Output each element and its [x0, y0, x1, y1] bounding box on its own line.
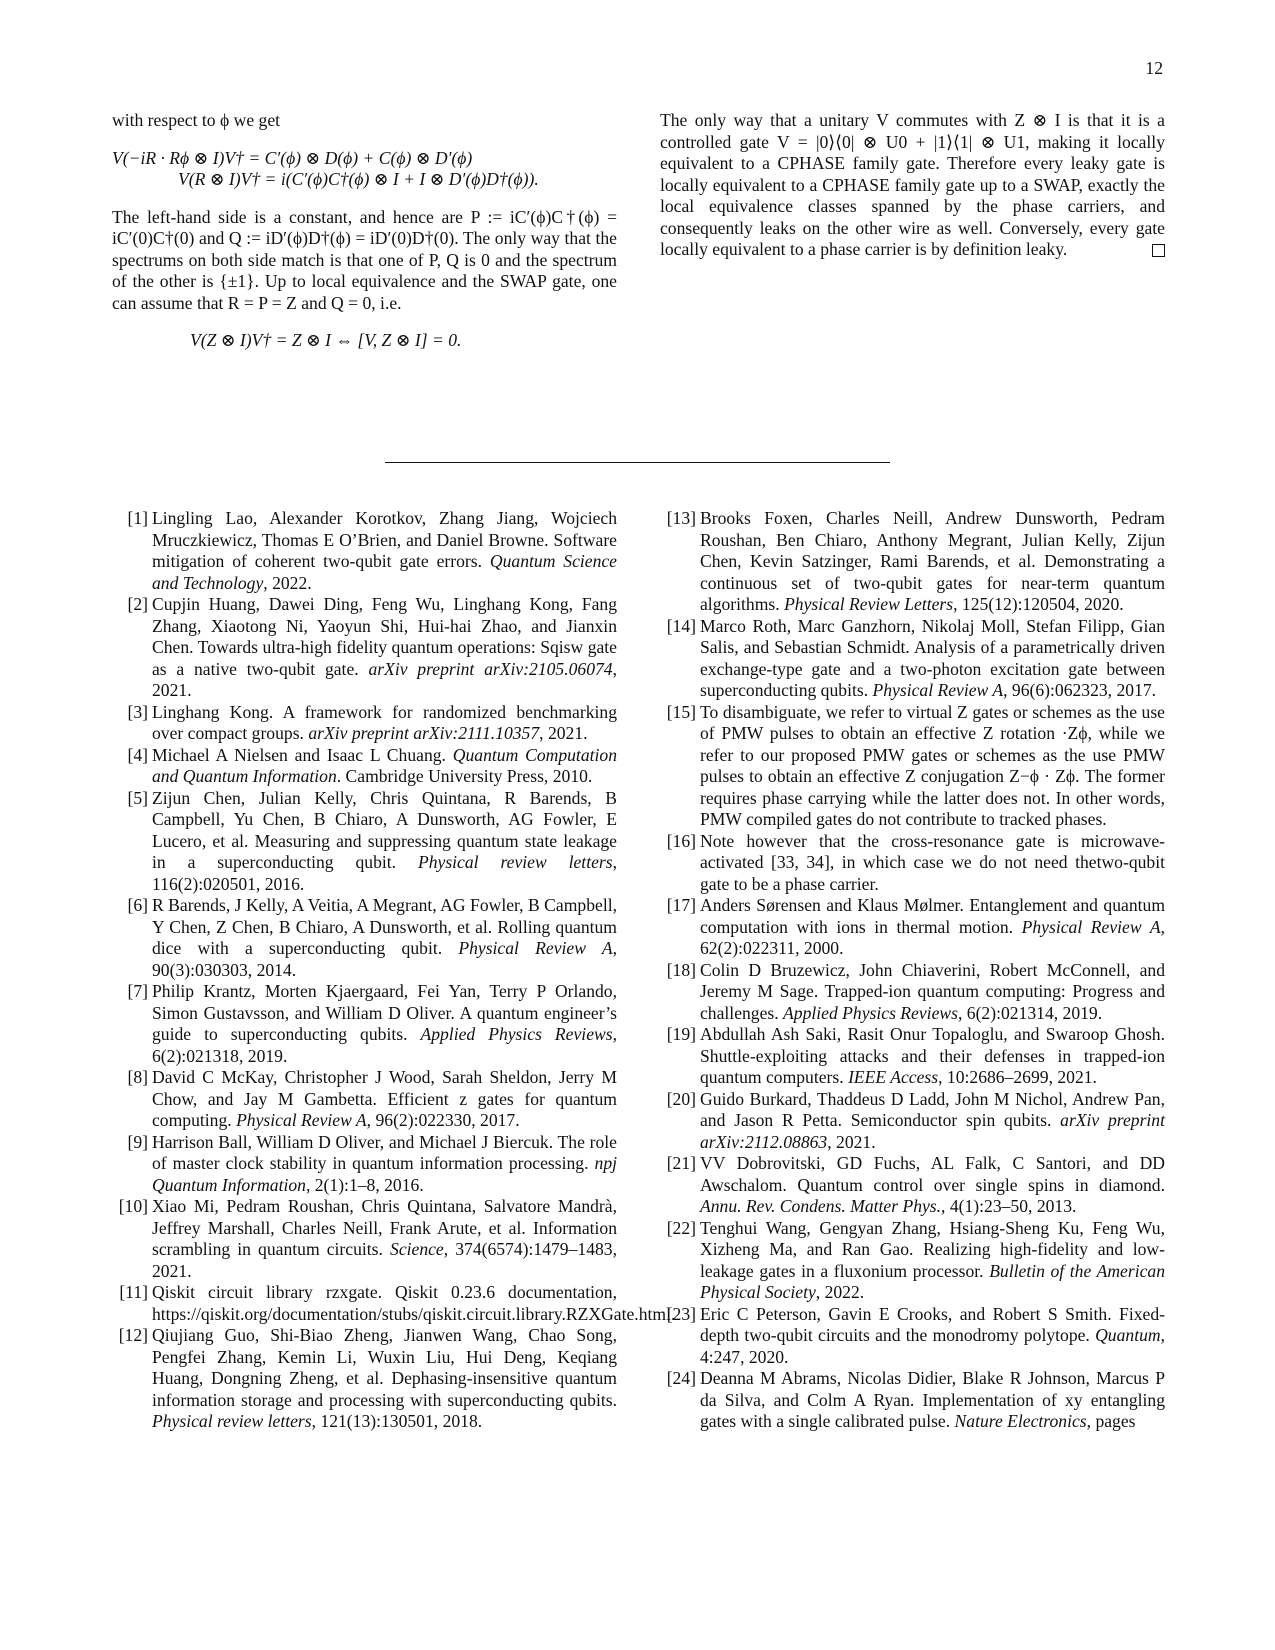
reference-number: [24] [666, 1368, 696, 1388]
reference-number: [4] [127, 744, 148, 765]
proof-paragraph: The only way that a unitary V commutes with Z ⊗ I is that it is a controlled gate V = |0⟩⟨0| ⊗ U0 + |1⟩⟨1| ⊗ U1, making it locally equivalent to a CPHASE family gate. Therefore every leaky gate is locally equivalent to a CPHASE family gate up to a SWAP, exactly the local equivalence classes spanned by the phase carriers, and consequently leaks on the other wire as well. Conversely, every gate locally equivalent to a phase carrier is by definition leaky. [660, 110, 1165, 259]
reference-number: [12] [118, 1325, 148, 1345]
reference-number: [16] [666, 830, 696, 851]
references-left [112, 508, 676, 1433]
reference-text: Marco Roth, Marc Ganzhorn, Nikolaj Moll, Stefan Filipp, Gian Salis, and Sebastian Schmidt. Analysis of a parametrically driven exchange-type gate and a two-photon excitation gate between superconducting qubits. [700, 615, 1165, 700]
equation-commutator: V(R ⊗ I)V† = i(C′(ϕ)C†(ϕ) ⊗ I + I ⊗ D′(ϕ)D†(ϕ)). [178, 169, 539, 189]
reference-number: [2] [127, 594, 148, 614]
reference-venue: Nature Electronics [954, 1411, 1087, 1431]
reference-text: Brooks Foxen, Charles Neill, Andrew Dunsworth, Pedram Roushan, Ben Chiaro, Anthony Megrant, Julian Kelly, Zijun Chen, Kevin Satzinger, Rami Barends, et al. Demonstrating a continuous set of two-qubit gates for near-term quantum algorithms. [700, 508, 1165, 614]
reference-text: David C McKay, Christopher J Wood, Sarah Sheldon, Jerry M Chow, and Jay M Gambetta. Efficient z gates for quantum computing. [152, 1067, 617, 1130]
reference-venue: Annu. Rev. Condens. Matter Phys. [700, 1196, 942, 1216]
reference-number: [14] [666, 615, 696, 636]
reference-text: Xiao Mi, Pedram Roushan, Chris Quintana, Salvatore Mandrà, Jeffrey Marshall, Charles Neill, Frank Arute, et al. Information scrambling in quantum circuits. [152, 1196, 617, 1259]
reference-details: , 374(6574):1479–1483, 2021. [152, 1239, 617, 1281]
reference-item [660, 508, 1165, 616]
reference-item [112, 1196, 617, 1282]
reference-number: [11] [119, 1282, 148, 1302]
reference-details: , 2022. [815, 1282, 865, 1302]
reference-text: Cupjin Huang, Dawei Ding, Feng Wu, Linghang Kong, Fang Zhang, Xiaotong Ni, Yaoyun Shi, Hui-hai Zhao, and Jianxin Chen. Towards ultra-high fidelity quantum operations: Sqisw gate as a native two-qubit gate. [152, 594, 617, 679]
reference-number: [15] [666, 701, 696, 722]
reference-venue: Physical Review A [458, 938, 613, 958]
right-column [660, 110, 1165, 261]
section-divider [385, 462, 890, 463]
intro-text: with respect to ϕ we get [112, 110, 281, 130]
reference-text: Linghang Kong. A framework for randomized benchmarking over compact groups. [152, 701, 617, 743]
reference-venue: Physical review letters [417, 852, 613, 872]
reference-number: [8] [127, 1067, 148, 1087]
reference-item [112, 1325, 617, 1433]
reference-item [660, 1304, 1165, 1369]
reference-details: , 6(2):021314, 2019. [957, 1002, 1103, 1023]
reference-text: Note however that the cross-resonance gate is microwave-activated [33, 34], in which case we do not need thetwo-qubit gate to be a phase carrier. [700, 830, 1165, 894]
reference-venue: arXiv preprint arXiv:2105.06074 [368, 658, 613, 679]
reference-text: Eric C Peterson, Gavin E Crooks, and Robert S Smith. Fixed-depth two-qubit circuits and the monodromy polytope. [700, 1303, 1165, 1345]
reference-number: [17] [666, 895, 696, 915]
reference-details: , 2022. [263, 572, 312, 593]
reference-venue: Quantum Computation and Quantum Information [152, 744, 617, 786]
reference-details: , pages [1086, 1411, 1136, 1431]
reference-details: , 4:247, 2020. [700, 1325, 1165, 1367]
reference-item [660, 1024, 1165, 1089]
reference-details: , 6(2):021318, 2019. [152, 1024, 617, 1066]
reference-text: VV Dobrovitski, GD Fuchs, AL Falk, C Santori, and DD Awschalom. Quantum control over single spins in diamond. [700, 1153, 1165, 1195]
reference-number: [6] [127, 895, 148, 915]
equation-derivative: V(−iR · Rϕ ⊗ I)V† = C′(ϕ) ⊗ D(ϕ) + C(ϕ) ⊗ D′(ϕ) [112, 147, 473, 168]
reference-number: [1] [127, 508, 148, 528]
reference-item [112, 508, 617, 594]
left-column [112, 110, 617, 352]
reference-details: . Cambridge University Press, 2010. [336, 766, 593, 786]
reference-item [112, 788, 617, 896]
reference-text: To disambiguate, we refer to virtual Z gates or schemes as the use of PMW pulses to obtain an effective Z rotation ·Zϕ, while we refer to our proposed PMW gates or schemes as the use PMW pulses to obtain an effective Z conjugation Z−ϕ · Zϕ. The former requires phase carrying while the latter does not. In other words, PMW compiled gates do not contribute to tracked phases. [700, 701, 1165, 829]
reference-details: , 96(6):062323, 2017. [1003, 680, 1157, 700]
body-paragraph: The left-hand side is a constant, and hence are P := iC′(ϕ)C†(ϕ) = iC′(0)C†(0) and Q := iD′(ϕ)D†(ϕ) = iD′(0)D†(0). The only way that the spectrums on both side match is that one of P, Q is 0 and the spectrum of the other is {±1}. Up to local equivalence and the SWAP gate, one can assume that R = P = Z and Q = 0, i.e. [112, 206, 617, 313]
reference-details: , 2021. [827, 1131, 876, 1152]
reference-text: Lingling Lao, Alexander Korotkov, Zhang Jiang, Wojciech Mruczkiewicz, Thomas E O’Brien, and Daniel Browne. Software mitigation of coherent two-qubit gate errors. [152, 508, 617, 571]
reference-venue: IEEE Access [848, 1067, 939, 1087]
reference-details: , 96(2):022330, 2017. [366, 1110, 520, 1130]
reference-text: Colin D Bruzewicz, John Chiaverini, Robert McConnell, and Jeremy M Sage. Trapped-ion quantum computing: Progress and challenges. [700, 959, 1165, 1023]
reference-item [112, 895, 617, 981]
reference-text: Philip Krantz, Morten Kjaergaard, Fei Yan, Terry P Orlando, Simon Gustavsson, and William D Oliver. A quantum engineer’s guide to superconducting qubits. [152, 981, 617, 1044]
reference-details: , 2021. [539, 723, 588, 743]
reference-item [660, 895, 1165, 960]
reference-item [660, 1089, 1165, 1154]
reference-number: [19] [666, 1024, 696, 1044]
reference-item [112, 1067, 617, 1132]
reference-details: , 2021. [152, 658, 618, 700]
reference-venue: Physical Review Letters [784, 594, 954, 614]
reference-venue: Applied Physics Reviews [420, 1024, 613, 1044]
reference-item [660, 831, 1165, 896]
reference-number: [23] [666, 1303, 696, 1324]
reference-venue: Quantum [1095, 1325, 1161, 1345]
reference-text: Harrison Ball, William D Oliver, and Michael J Biercuk. The role of master clock stability in quantum information processing. [152, 1131, 617, 1173]
reference-venue: arXiv preprint arXiv:2112.08863 [700, 1110, 1165, 1152]
reference-details: , 2(1):1–8, 2016. [305, 1174, 424, 1195]
reference-details: , 116(2):020501, 2016. [152, 852, 617, 894]
reference-item [660, 1368, 1165, 1433]
reference-venue: arXiv preprint arXiv:2111.10357 [308, 723, 540, 743]
reference-text: Tenghui Wang, Gengyan Zhang, Hsiang-Sheng Ku, Feng Wu, Xizheng Ma, and Ran Gao. Realizing high-fidelity and low-leakage gates in a fluxonium processor. [700, 1217, 1165, 1281]
reference-item [112, 745, 617, 788]
reference-venue: Physical Review A [1021, 916, 1161, 937]
reference-text: Qiujiang Guo, Shi-Biao Zheng, Jianwen Wang, Chao Song, Pengfei Zhang, Kemin Li, Wuxin Liu, Hui Deng, Keqiang Huang, Dongning Zheng, et al. Dephasing-insensitive quantum information storage and processing with superconducting qubits. [152, 1325, 617, 1410]
reference-venue: Physical Review A [236, 1110, 367, 1130]
reference-text: Guido Burkard, Thaddeus D Ladd, John M Nichol, Andrew Pan, and Jason R Petta. Semiconductor spin qubits. [700, 1088, 1165, 1130]
reference-text: Qiskit circuit library rzxgate. Qiskit 0.23.6 documentation, https://qiskit.org/documentation/stubs/qiskit.circuit.library.RZXGate.html. [152, 1282, 676, 1324]
reference-text: Abdullah Ash Saki, Rasit Onur Topaloglu, and Swaroop Ghosh. Shuttle-exploiting attacks and their defenses in trapped-ion quantum computers. [700, 1024, 1165, 1087]
reference-venue: Quantum Science and Technology [152, 551, 617, 593]
reference-text: Anders Sørensen and Klaus Mølmer. Entanglement and quantum computation with ions in thermal motion. [700, 895, 1165, 937]
reference-number: [3] [127, 701, 148, 722]
page-number: 12 [1145, 58, 1163, 78]
reference-text: Deanna M Abrams, Nicolas Didier, Blake R Johnson, Marcus P da Silva, and Colm A Ryan. Implementation of xy entangling gates with a single calibrated pulse. [700, 1368, 1165, 1431]
reference-item [660, 1218, 1165, 1304]
reference-item [660, 1153, 1165, 1218]
reference-details: , 121(13):130501, 2018. [311, 1411, 483, 1431]
reference-venue: Physical review letters [152, 1411, 312, 1431]
reference-item [660, 702, 1165, 831]
reference-number: [10] [118, 1196, 148, 1216]
reference-number: [7] [127, 981, 148, 1001]
reference-item [112, 594, 617, 702]
reference-number: [9] [127, 1131, 148, 1152]
reference-details: , 90(3):030303, 2014. [152, 938, 617, 980]
reference-item [112, 702, 617, 745]
reference-details: , 125(12):120504, 2020. [953, 594, 1124, 614]
reference-text: Zijun Chen, Julian Kelly, Chris Quintana, R Barends, B Campbell, Yu Chen, B Chiaro, A Dunsworth, AG Fowler, E Lucero, et al. Measuring and suppressing quantum state leakage in a superconducting qubit. [152, 787, 617, 872]
reference-number: [21] [666, 1153, 696, 1173]
reference-details: , 62(2):022311, 2000. [700, 916, 1165, 958]
reference-venue: Science [390, 1239, 444, 1259]
reference-venue: Applied Physics Reviews [783, 1002, 958, 1023]
reference-item [112, 1282, 676, 1325]
reference-number: [20] [666, 1088, 696, 1109]
reference-item [112, 981, 617, 1067]
reference-item [660, 960, 1165, 1025]
reference-item [660, 616, 1165, 702]
references-right [660, 508, 1165, 1433]
qed-box-icon [1152, 244, 1165, 257]
reference-item [112, 1132, 617, 1197]
reference-number: [13] [666, 508, 696, 528]
reference-details: , 4(1):23–50, 2013. [941, 1196, 1077, 1216]
reference-venue: Bulletin of the American Physical Society [700, 1260, 1165, 1302]
reference-text: R Barends, J Kelly, A Veitia, A Megrant, AG Fowler, B Campbell, Y Chen, Z Chen, B Chiaro, A Dunsworth, et al. Rolling quantum dice with a superconducting qubit. [152, 895, 617, 958]
reference-venue: npj Quantum Information [152, 1153, 617, 1195]
reference-details: , 10:2686–2699, 2021. [938, 1067, 1097, 1087]
equation-final: V(Z ⊗ I)V† = Z ⊗ I ⇔ [V, Z ⊗ I] = 0. [190, 330, 462, 350]
reference-venue: Physical Review A [872, 680, 1004, 700]
reference-number: [18] [666, 959, 696, 980]
reference-text: Michael A Nielsen and Isaac L Chuang. [152, 744, 453, 765]
reference-number: [22] [666, 1217, 696, 1238]
reference-number: [5] [127, 787, 148, 808]
